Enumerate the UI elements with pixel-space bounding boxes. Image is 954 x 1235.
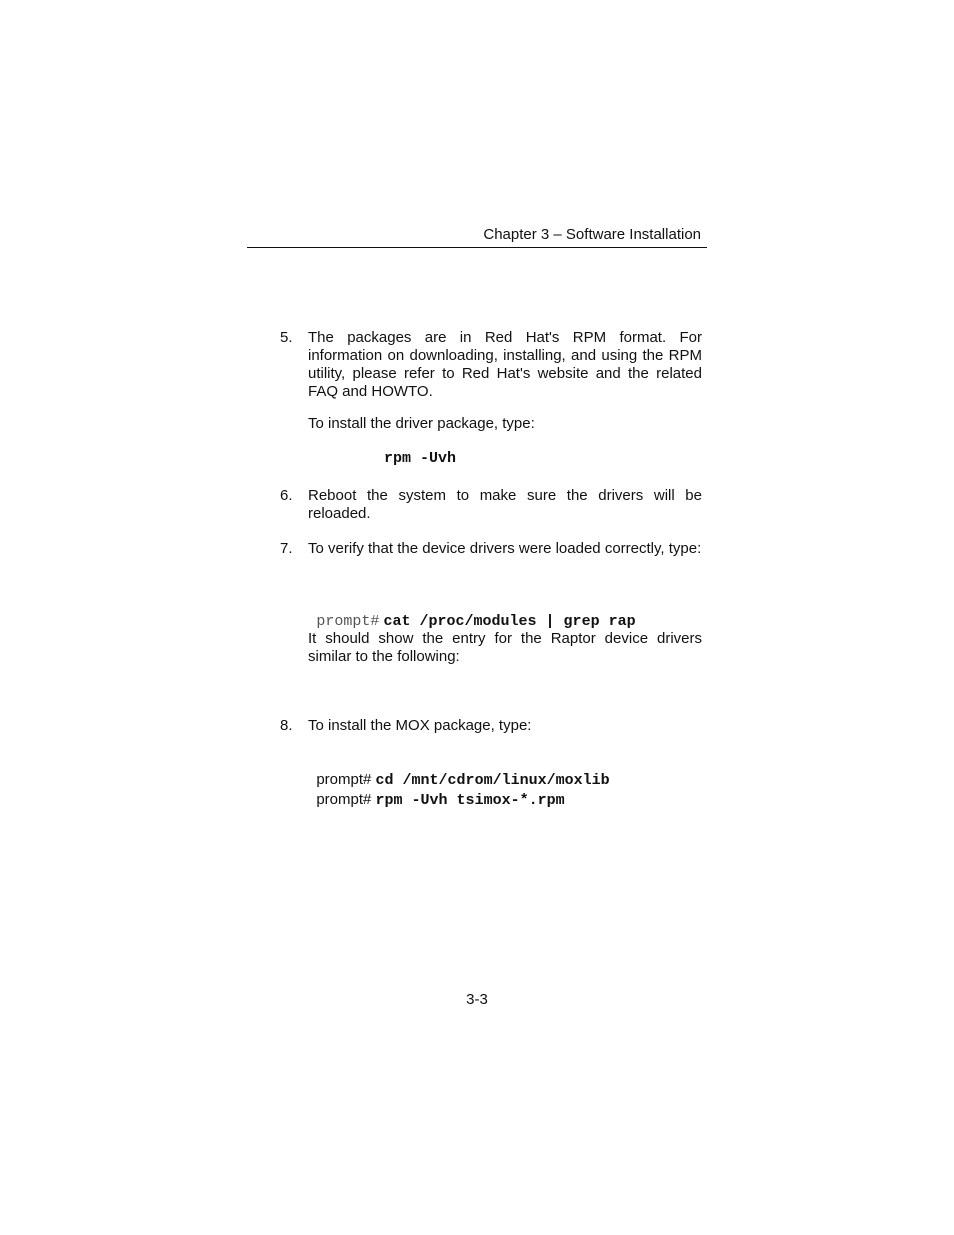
command-text: cat /proc/modules | grep rap [383,613,636,630]
command-line: rpm -Uvh [384,450,457,467]
step-text: To install the MOX package, type: [308,717,532,734]
list-item-step-8 [280,717,702,735]
step-number: 5. [280,329,293,346]
prompt-label: prompt# [316,791,372,808]
command-line [308,773,565,810]
page-number: 3-3 [466,991,488,1008]
step-subtext [308,630,702,666]
command-text: rpm -Uvh tsimox-*.rpm [375,792,565,809]
running-header: Chapter 3 – Software Installation [483,226,701,243]
step-number: 8. [280,717,293,734]
step-number: 6. [280,487,293,504]
list-item-step-6 [280,487,702,523]
header-rule [247,247,707,248]
list-item-step-7 [280,540,702,558]
step-subtext [308,415,702,433]
step-text: The packages are in Red Hat's RPM format. For information on downloading, installing, and using the RPM utility, please refer to Red Hat's website and the related FAQ and HOWTO. [308,329,702,400]
command-text: cd /mnt/cdrom/linux/moxlib [375,772,610,789]
step-subtext-line: It should show the entry for the Raptor device drivers similar to the following: [308,630,702,665]
prompt-label: prompt# [316,771,372,788]
step-number: 7. [280,540,293,557]
list-item-step-5 [280,329,702,401]
command-line [308,594,636,631]
step-text: To verify that the device drivers were loaded correctly, type: [308,540,702,557]
step-subtext-line: To install the driver package, type: [308,415,535,432]
prompt-label: prompt# [316,613,380,630]
step-text: Reboot the system to make sure the drivers will be reloaded. [308,487,702,522]
